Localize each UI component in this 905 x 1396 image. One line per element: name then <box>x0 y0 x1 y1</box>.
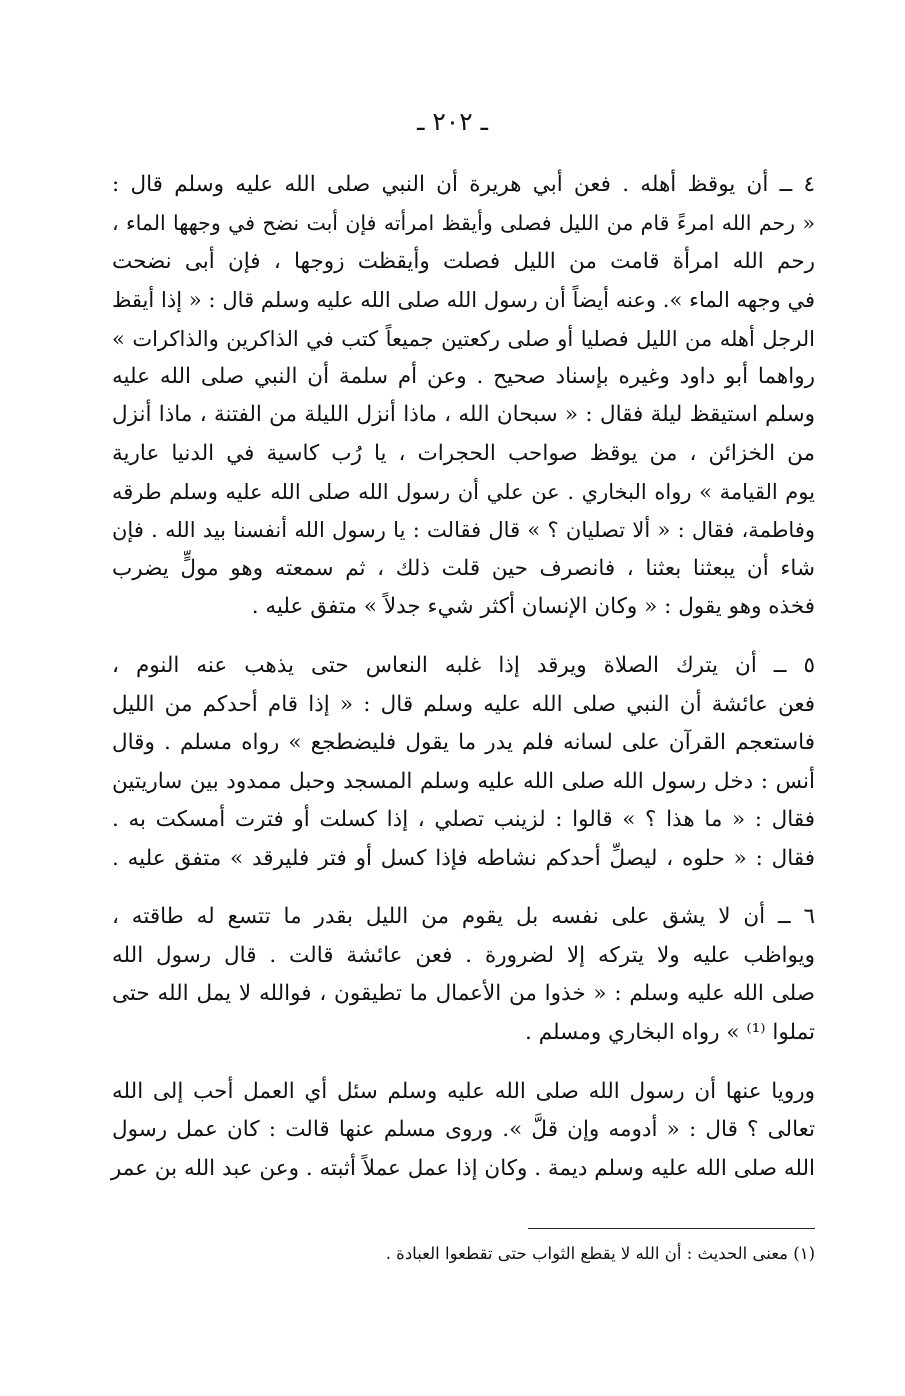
text-line: « رحم الله امرءً قام من الليل فصلى وأيقظ امرأته فإن أبت نضح في وجهها الماء ، <box>112 211 815 235</box>
text-line: الله صلى الله عليه وسلم ديمة . وكان إذا عمل عملاً أثبته . وعن عبد الله بن عمر <box>110 1156 815 1181</box>
text-line: فعن عائشة أن النبي صلى الله عليه وسلم قال : « إذا قام أحدكم من الليل <box>112 692 815 717</box>
text-line: صلى الله عليه وسلم : « خذوا من الأعمال ما تطيقون ، فوالله لا يمل الله حتى <box>112 981 815 1006</box>
text-line: ٤ ــ أن يوقظ أهله . فعن أبي هريرة أن النبي صلى الله عليه وسلم قال : <box>112 172 815 197</box>
text-line: تملوا ⁽¹⁾ » رواه البخاري ومسلم . <box>525 1020 815 1045</box>
text-line: ٦ ــ أن لا يشق على نفسه بل يقوم من الليل بقدر ما تتسع له طاقته ، <box>112 904 815 929</box>
text-line: تعالى ؟ قال : « أدومه وإن قلَّ ». وروى مسلم عنها قالت : كان عمل رسول <box>112 1117 815 1142</box>
text-line: من الخزائن ، من يوقظ صواحب الحجرات ، يا رُب كاسية في الدنيا عارية <box>112 441 815 466</box>
footnote-separator <box>528 1228 815 1229</box>
text-line: شاء أن يبعثنا بعثنا ، فانصرف حين قلت ذلك ، ثم سمعته وهو مولٍّ يضرب <box>112 556 815 581</box>
text-line: يوم القيامة » رواه البخاري . عن علي أن رسول الله صلى الله عليه وسلم طرقه <box>112 480 815 504</box>
text-line: ٥ ــ أن يترك الصلاة ويرقد إذا غلبه النعاس حتى يذهب عنه النوم ، <box>112 653 815 678</box>
text-line: الرجل أهله من الليل فصليا أو صلى ركعتين جميعاً كتب في الذاكرين والذاكرات » <box>112 327 815 351</box>
text-line: رحم الله امرأة قامت من الليل فصلت وأيقظت زوجها ، فإن أبى نضحت <box>112 249 815 274</box>
page-number: ـ ٢٠٢ ـ <box>417 107 488 136</box>
text-line: أنس : دخل رسول الله صلى الله عليه وسلم المسجد وحبل ممدود بين ساريتين <box>112 769 815 794</box>
text-line: فقال : « ما هذا ؟ » قالوا : لزينب تصلي ، إذا كسلت أو فترت أمسكت به . <box>112 807 815 832</box>
text-line: رواهما أبو داود وغيره بإسناد صحيح . وعن أم سلمة أن النبي صلى الله عليه <box>112 364 815 389</box>
text-line: فقال : « حلوه ، ليصلِّ أحدكم نشاطه فإذا كسل أو فتر فليرقد » متفق عليه . <box>112 846 815 871</box>
text-line: وفاطمة، فقال : « ألا تصليان ؟ » قال فقالت : يا رسول الله أنفسنا بيد الله . فإن <box>112 518 815 542</box>
footnote: (١) معنى الحديث : أن الله لا يقطع الثواب حتى تقطعوا العبادة . <box>385 1244 815 1263</box>
text-line: وسلم استيقظ ليلة فقال : « سبحان الله ، ماذا أنزل الليلة من الفتنة ، ماذا أنزل <box>112 402 815 427</box>
text-line: ورويا عنها أن رسول الله صلى الله عليه وسلم سئل أي العمل أحب إلى الله <box>112 1079 815 1104</box>
text-line: ويواظب عليه ولا يتركه إلا لضرورة . فعن عائشة قالت . قال رسول الله <box>112 943 815 968</box>
text-line: فخذه وهو يقول : « وكان الإنسان أكثر شيء جدلاً » متفق عليه . <box>251 594 815 619</box>
text-line: في وجهه الماء ». وعنه أيضاً أن رسول الله صلى الله عليه وسلم قال : « إذا أيقظ <box>112 288 815 312</box>
text-line: فاستعجم القرآن على لسانه فلم يدر ما يقول فليضطجع » رواه مسلم . وقال <box>112 730 815 755</box>
